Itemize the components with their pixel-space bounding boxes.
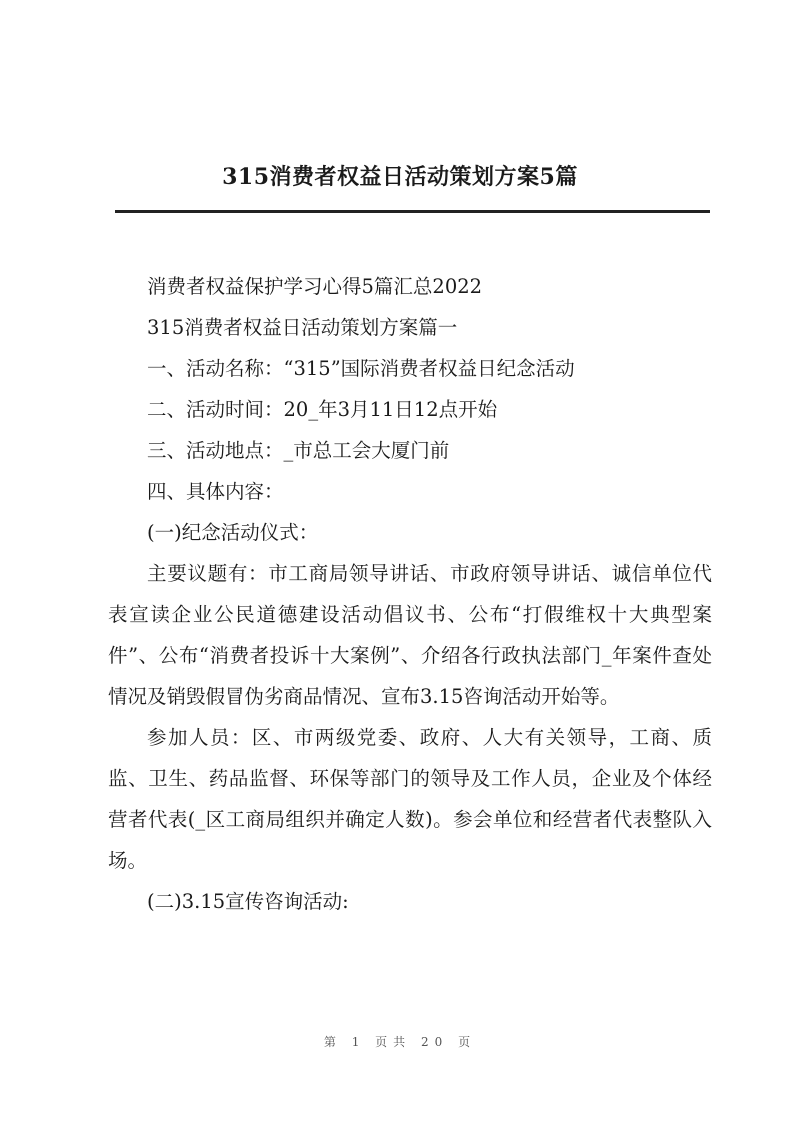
document-title: 315消费者权益日活动策划方案5篇 [222, 164, 578, 190]
paragraph: 三、活动地点：_市总工会大厦门前 [147, 439, 450, 462]
paragraph: 二、活动时间：20_年3月11日12点开始 [147, 398, 498, 421]
page-number-footer: 第 1 页共 20 页 [323, 1035, 477, 1049]
paragraph: (一)纪念活动仪式： [147, 521, 319, 544]
paragraph: 315消费者权益日活动策划方案篇一 [147, 316, 458, 339]
paragraph: 消费者权益保护学习心得5篇汇总2022 [147, 275, 483, 298]
document-body [108, 266, 712, 922]
paragraph: 参加人员：区、市两级党委、政府、人大有关领导，工商、质监、卫生、药品监督、环保等部门的领导及工作人员，企业及个体经营者代表(_区工商局组织并确定人数)。参会单位和经营者代表整队入场。 [108, 726, 712, 872]
paragraph: 一、活动名称：“315”国际消费者权益日纪念活动 [147, 357, 575, 380]
title-divider [115, 210, 710, 213]
paragraph: 主要议题有：市工商局领导讲话、市政府领导讲话、诚信单位代表宣读企业公民道德建设活动倡议书、公布“打假维权十大典型案件”、公布“消费者投诉十大案例”、介绍各行政执法部门_年案件查处情况及销毁假冒伪劣商品情况、宣布3.15咨询活动开始等。 [108, 562, 712, 708]
paragraph: (二)3.15宣传咨询活动: [147, 890, 349, 913]
paragraph: 四、具体内容： [147, 480, 284, 503]
